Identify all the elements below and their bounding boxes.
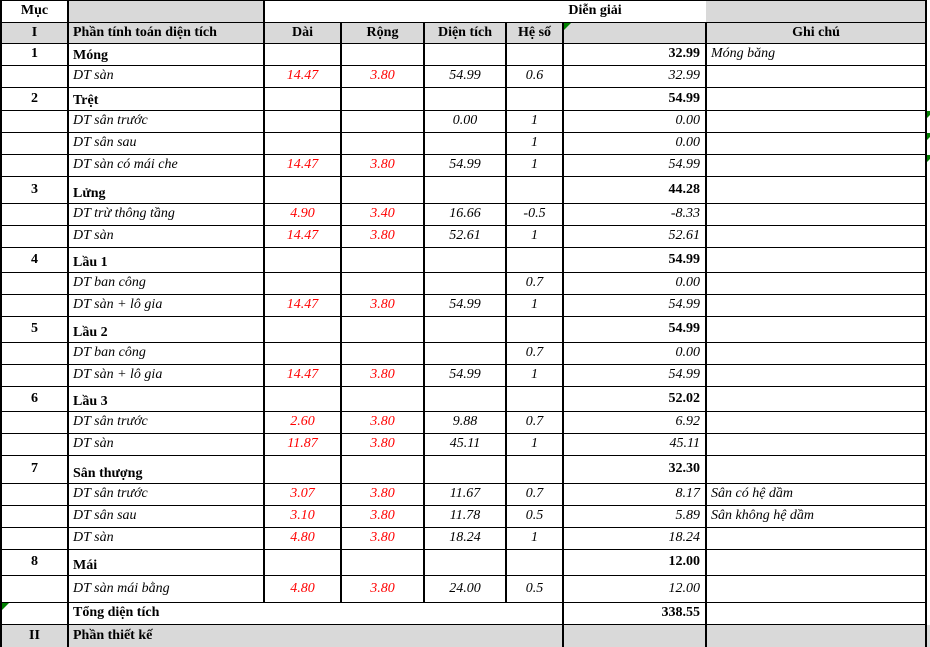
grid-sliver — [926, 528, 930, 550]
grid-sliver — [926, 317, 930, 343]
label-cell[interactable]: DT sàn mái bằng — [68, 576, 264, 603]
dientich-cell[interactable] — [424, 317, 506, 343]
rong-cell[interactable]: 3.80 — [341, 412, 424, 434]
rong-cell[interactable] — [341, 317, 424, 343]
muc-cell[interactable] — [1, 295, 68, 317]
rong-cell[interactable]: 3.80 — [341, 155, 424, 177]
note-cell[interactable]: Sân không hệ dầm — [706, 506, 926, 528]
value-cell[interactable]: -8.33 — [563, 204, 706, 226]
heso-cell[interactable] — [506, 550, 563, 576]
table-row — [1, 177, 930, 204]
label-cell[interactable]: Sân thượng — [68, 456, 264, 484]
dai-cell[interactable]: 4.90 — [264, 204, 341, 226]
dientich-cell[interactable]: 54.99 — [424, 66, 506, 88]
header-row-1 — [1, 1, 930, 23]
value-cell[interactable]: 0.00 — [563, 133, 706, 155]
dai-cell[interactable]: 14.47 — [264, 226, 341, 248]
header-row-2 — [1, 23, 930, 44]
value-cell[interactable]: 5.89 — [563, 506, 706, 528]
dientich-cell[interactable] — [424, 550, 506, 576]
dientich-cell[interactable]: 16.66 — [424, 204, 506, 226]
rong-cell[interactable] — [341, 111, 424, 133]
rong-cell[interactable]: 3.80 — [341, 506, 424, 528]
heso-cell[interactable] — [506, 317, 563, 343]
muc-cell[interactable]: 6 — [1, 387, 68, 412]
dai-cell[interactable] — [264, 317, 341, 343]
table-row — [1, 434, 930, 456]
heso-cell[interactable] — [506, 44, 563, 66]
dai-header-cell[interactable]: Dài — [264, 23, 341, 44]
value-cell[interactable]: 44.28 — [563, 177, 706, 204]
dientich-cell[interactable] — [424, 343, 506, 365]
calc-part-header-cell[interactable]: Phần tính toán diện tích — [68, 23, 264, 44]
muc-cell[interactable] — [1, 528, 68, 550]
dientich-cell[interactable] — [424, 248, 506, 273]
muc-cell[interactable]: 5 — [1, 317, 68, 343]
heso-cell[interactable] — [506, 177, 563, 204]
note-cell[interactable] — [706, 273, 926, 295]
grid-sliver — [926, 434, 930, 456]
muc-cell[interactable]: II — [1, 625, 68, 647]
table-row — [1, 295, 930, 317]
dai-cell[interactable] — [264, 111, 341, 133]
dientich-cell[interactable]: 11.78 — [424, 506, 506, 528]
grid-sliver — [926, 603, 930, 625]
value-cell[interactable]: 32.99 — [563, 66, 706, 88]
label-cell[interactable]: Lửng — [68, 177, 264, 204]
ghichu-header-cell[interactable]: Ghi chú — [706, 23, 926, 44]
note-cell[interactable] — [706, 412, 926, 434]
note-cell[interactable] — [706, 317, 926, 343]
heso-cell[interactable]: 1 — [506, 226, 563, 248]
grid-sliver — [926, 343, 930, 365]
note-cell[interactable] — [706, 387, 926, 412]
table-row — [1, 204, 930, 226]
note-cell[interactable]: Móng băng — [706, 44, 926, 66]
value-cell[interactable]: 12.00 — [563, 576, 706, 603]
label-cell[interactable]: DT sàn + lô gia — [68, 365, 264, 387]
table-row — [1, 133, 930, 155]
grid-sliver — [926, 23, 930, 44]
label-cell[interactable]: Lầu 2 — [68, 317, 264, 343]
heso-cell[interactable]: 1 — [506, 155, 563, 177]
label-cell[interactable]: Tổng diện tích — [68, 603, 563, 625]
muc-cell[interactable] — [1, 484, 68, 506]
heso-cell[interactable]: 0.7 — [506, 273, 563, 295]
label-cell[interactable]: DT sân trước — [68, 111, 264, 133]
dientich-cell[interactable]: 0.00 — [424, 111, 506, 133]
dientich-cell[interactable] — [424, 44, 506, 66]
muc-cell[interactable]: 3 — [1, 177, 68, 204]
grid-sliver — [926, 484, 930, 506]
grid-sliver — [926, 412, 930, 434]
label-cell[interactable]: Lầu 3 — [68, 387, 264, 412]
table-row — [1, 484, 930, 506]
grid-sliver — [926, 1, 930, 23]
table-row — [1, 343, 930, 365]
table-row — [1, 603, 930, 625]
dai-cell[interactable]: 14.47 — [264, 66, 341, 88]
note-cell[interactable] — [706, 528, 926, 550]
label-cell[interactable]: Móng — [68, 44, 264, 66]
value-cell[interactable]: 6.92 — [563, 412, 706, 434]
heso-cell[interactable] — [506, 387, 563, 412]
value-cell[interactable]: 8.17 — [563, 484, 706, 506]
heso-cell[interactable] — [506, 248, 563, 273]
rong-cell[interactable] — [341, 273, 424, 295]
label-cell[interactable]: DT sân sau — [68, 133, 264, 155]
note-cell[interactable] — [706, 66, 926, 88]
dientich-cell[interactable]: 11.67 — [424, 484, 506, 506]
error-indicator-triangle — [2, 603, 9, 610]
grid-sliver — [926, 226, 930, 248]
muc-cell[interactable]: 7 — [1, 456, 68, 484]
label-cell[interactable]: DT sàn + lô gia — [68, 295, 264, 317]
dai-cell[interactable] — [264, 273, 341, 295]
value-cell[interactable]: 54.99 — [563, 317, 706, 343]
note-cell[interactable] — [706, 155, 926, 177]
rong-cell[interactable] — [341, 44, 424, 66]
label-cell[interactable]: Trệt — [68, 88, 264, 111]
rong-cell[interactable]: 3.80 — [341, 66, 424, 88]
dientich-cell[interactable]: 9.88 — [424, 412, 506, 434]
heso-cell[interactable]: 0.7 — [506, 412, 563, 434]
heso-cell[interactable]: 1 — [506, 111, 563, 133]
rong-cell[interactable] — [341, 456, 424, 484]
dien-giai-header-cell[interactable] — [264, 1, 926, 23]
rong-cell[interactable] — [341, 387, 424, 412]
dai-cell[interactable] — [264, 550, 341, 576]
area-table-body — [1, 1, 930, 647]
table-row — [1, 506, 930, 528]
section-roman-cell[interactable]: I — [1, 23, 68, 44]
heso-cell[interactable]: 0.7 — [506, 484, 563, 506]
rong-header-cell[interactable]: Rộng — [341, 23, 424, 44]
dientich-cell[interactable]: 54.99 — [424, 295, 506, 317]
value-cell[interactable]: 338.55 — [563, 603, 706, 625]
dai-cell[interactable] — [264, 343, 341, 365]
rong-cell[interactable]: 3.80 — [341, 434, 424, 456]
rong-cell[interactable]: 3.80 — [341, 484, 424, 506]
note-cell[interactable] — [706, 248, 926, 273]
value-cell[interactable]: 54.99 — [563, 155, 706, 177]
note-cell[interactable] — [706, 343, 926, 365]
dientich-cell[interactable]: 54.99 — [424, 365, 506, 387]
rong-cell[interactable]: 3.80 — [341, 226, 424, 248]
note-cell[interactable] — [706, 204, 926, 226]
grid-sliver — [926, 365, 930, 387]
dientich-cell[interactable]: 52.61 — [424, 226, 506, 248]
label-cell[interactable]: Phần thiết kế — [68, 625, 563, 647]
rong-cell[interactable]: 3.40 — [341, 204, 424, 226]
heso-cell[interactable]: 1 — [506, 528, 563, 550]
dai-cell[interactable] — [264, 387, 341, 412]
value-cell[interactable]: 0.00 — [563, 273, 706, 295]
value-cell[interactable]: 12.00 — [563, 550, 706, 576]
muc-cell[interactable] — [1, 111, 68, 133]
value-cell[interactable] — [563, 625, 706, 647]
table-row — [1, 317, 930, 343]
note-cell[interactable] — [706, 295, 926, 317]
heso-cell[interactable]: 0.7 — [506, 343, 563, 365]
muc-cell[interactable] — [1, 365, 68, 387]
muc-cell[interactable] — [1, 155, 68, 177]
note-cell[interactable] — [706, 177, 926, 204]
muc-cell[interactable]: 2 — [1, 88, 68, 111]
note-cell[interactable] — [706, 226, 926, 248]
dai-cell[interactable]: 4.80 — [264, 528, 341, 550]
heso-cell[interactable]: 0.5 — [506, 506, 563, 528]
note-cell[interactable] — [706, 456, 926, 484]
dai-cell[interactable]: 11.87 — [264, 434, 341, 456]
muc-cell[interactable] — [1, 434, 68, 456]
heso-cell[interactable]: 0.5 — [506, 576, 563, 603]
grid-sliver — [926, 625, 930, 647]
table-row — [1, 387, 930, 412]
table-row — [1, 88, 930, 111]
heso-header-cell[interactable]: Hệ số — [506, 23, 563, 44]
muc-cell[interactable] — [1, 226, 68, 248]
heso-cell[interactable]: -0.5 — [506, 204, 563, 226]
value-cell[interactable]: 18.24 — [563, 528, 706, 550]
grid-sliver — [926, 387, 930, 412]
dai-cell[interactable] — [264, 248, 341, 273]
dientich-cell[interactable] — [424, 273, 506, 295]
table-row — [1, 576, 930, 603]
label-cell[interactable]: DT trừ thông tầng — [68, 204, 264, 226]
grid-sliver — [926, 576, 930, 603]
rong-cell[interactable] — [341, 177, 424, 204]
grid-sliver — [926, 456, 930, 484]
value-cell[interactable]: 52.61 — [563, 226, 706, 248]
dientich-cell[interactable]: 45.11 — [424, 434, 506, 456]
table-row — [1, 66, 930, 88]
heso-cell[interactable]: 0.6 — [506, 66, 563, 88]
note-cell[interactable] — [706, 434, 926, 456]
rong-cell[interactable]: 3.80 — [341, 365, 424, 387]
value-cell[interactable]: 32.99 — [563, 44, 706, 66]
rong-cell[interactable]: 3.80 — [341, 528, 424, 550]
dien-giai-label: Diễn giải — [568, 3, 622, 19]
label-cell[interactable]: DT sân trước — [68, 412, 264, 434]
value-cell[interactable]: 45.11 — [563, 434, 706, 456]
grid-sliver — [926, 111, 930, 133]
grid-sliver — [926, 248, 930, 273]
note-cell[interactable] — [706, 111, 926, 133]
heso-cell[interactable]: 1 — [506, 434, 563, 456]
table-row — [1, 412, 930, 434]
dientich-cell[interactable] — [424, 456, 506, 484]
dai-cell[interactable]: 3.07 — [264, 484, 341, 506]
note-cell[interactable] — [706, 550, 926, 576]
table-row — [1, 365, 930, 387]
dientich-cell[interactable]: 54.99 — [424, 155, 506, 177]
table-row — [1, 273, 930, 295]
dai-cell[interactable] — [264, 133, 341, 155]
label-cell[interactable]: DT sân sau — [68, 506, 264, 528]
dai-cell[interactable]: 2.60 — [264, 412, 341, 434]
muc-cell[interactable]: 4 — [1, 248, 68, 273]
label-cell[interactable]: Mái — [68, 550, 264, 576]
note-cell[interactable] — [706, 133, 926, 155]
heso-cell[interactable]: 1 — [506, 133, 563, 155]
dientich-cell[interactable] — [424, 387, 506, 412]
muc-cell[interactable] — [1, 66, 68, 88]
note-cell[interactable] — [706, 603, 926, 625]
muc-header-cell[interactable]: Mục — [1, 1, 68, 23]
label-cell[interactable]: Lầu 1 — [68, 248, 264, 273]
label-cell[interactable]: DT sàn — [68, 434, 264, 456]
dai-cell[interactable] — [264, 456, 341, 484]
dientich-cell[interactable] — [424, 177, 506, 204]
muc-cell[interactable] — [1, 506, 68, 528]
heso-cell[interactable] — [506, 88, 563, 111]
muc-cell[interactable] — [1, 133, 68, 155]
label-cell[interactable]: DT ban công — [68, 273, 264, 295]
dientich-cell[interactable]: 18.24 — [424, 528, 506, 550]
note-cell[interactable] — [706, 88, 926, 111]
heso-cell[interactable] — [506, 456, 563, 484]
note-cell[interactable] — [706, 576, 926, 603]
muc-cell[interactable] — [1, 576, 68, 603]
muc-cell[interactable] — [1, 204, 68, 226]
label-cell[interactable]: DT sân trước — [68, 484, 264, 506]
rong-cell[interactable]: 3.80 — [341, 295, 424, 317]
value-cell[interactable]: 0.00 — [563, 343, 706, 365]
error-indicator-triangle — [564, 23, 571, 30]
grid-sliver — [926, 88, 930, 111]
grid-sliver — [926, 66, 930, 88]
empty-header-cell[interactable] — [68, 1, 264, 23]
grid-sliver — [926, 177, 930, 204]
table-row — [1, 625, 930, 647]
table-row — [1, 226, 930, 248]
rong-cell[interactable] — [341, 550, 424, 576]
dientich-header-cell[interactable]: Diện tích — [424, 23, 506, 44]
muc-cell[interactable] — [1, 343, 68, 365]
dientich-cell[interactable] — [424, 133, 506, 155]
dai-cell[interactable]: 3.10 — [264, 506, 341, 528]
grid-sliver — [926, 506, 930, 528]
label-cell[interactable]: DT sàn — [68, 528, 264, 550]
dai-cell[interactable] — [264, 44, 341, 66]
muc-cell[interactable] — [1, 603, 68, 625]
muc-cell[interactable]: 1 — [1, 44, 68, 66]
rong-cell[interactable]: 3.80 — [341, 576, 424, 603]
note-cell[interactable]: Sân có hệ dầm — [706, 484, 926, 506]
rong-cell[interactable] — [341, 133, 424, 155]
table-row — [1, 155, 930, 177]
muc-cell[interactable] — [1, 412, 68, 434]
grid-sliver — [926, 295, 930, 317]
label-cell[interactable]: DT sàn — [68, 226, 264, 248]
value-cell[interactable]: 52.02 — [563, 387, 706, 412]
grid-sliver — [926, 204, 930, 226]
muc-cell[interactable] — [1, 273, 68, 295]
rong-cell[interactable] — [341, 248, 424, 273]
header-gray-region — [706, 1, 925, 22]
table-row — [1, 528, 930, 550]
grid-sliver — [926, 44, 930, 66]
table-row — [1, 44, 930, 66]
muc-cell[interactable]: 8 — [1, 550, 68, 576]
label-cell[interactable]: DT sàn — [68, 66, 264, 88]
value-header-cell[interactable] — [563, 23, 706, 44]
grid-sliver — [926, 133, 930, 155]
dai-cell[interactable]: 14.47 — [264, 155, 341, 177]
value-cell[interactable]: 32.30 — [563, 456, 706, 484]
rong-cell[interactable] — [341, 88, 424, 111]
value-cell[interactable]: 54.99 — [563, 248, 706, 273]
label-cell[interactable]: DT sàn có mái che — [68, 155, 264, 177]
table-row — [1, 550, 930, 576]
dai-cell[interactable]: 14.47 — [264, 365, 341, 387]
dai-cell[interactable]: 14.47 — [264, 295, 341, 317]
table-row — [1, 248, 930, 273]
dientich-cell[interactable]: 24.00 — [424, 576, 506, 603]
table-row — [1, 456, 930, 484]
dai-cell[interactable] — [264, 88, 341, 111]
value-cell[interactable]: 0.00 — [563, 111, 706, 133]
grid-sliver — [926, 273, 930, 295]
heso-cell[interactable]: 1 — [506, 295, 563, 317]
table-row — [1, 111, 930, 133]
note-cell[interactable] — [706, 625, 926, 647]
note-cell[interactable] — [706, 365, 926, 387]
grid-sliver — [926, 550, 930, 576]
value-cell[interactable]: 54.99 — [563, 295, 706, 317]
value-cell[interactable]: 54.99 — [563, 88, 706, 111]
dai-cell[interactable]: 4.80 — [264, 576, 341, 603]
label-cell[interactable]: DT ban công — [68, 343, 264, 365]
dai-cell[interactable] — [264, 177, 341, 204]
grid-sliver — [926, 155, 930, 177]
heso-cell[interactable]: 1 — [506, 365, 563, 387]
dientich-cell[interactable] — [424, 88, 506, 111]
value-cell[interactable]: 54.99 — [563, 365, 706, 387]
rong-cell[interactable] — [341, 343, 424, 365]
